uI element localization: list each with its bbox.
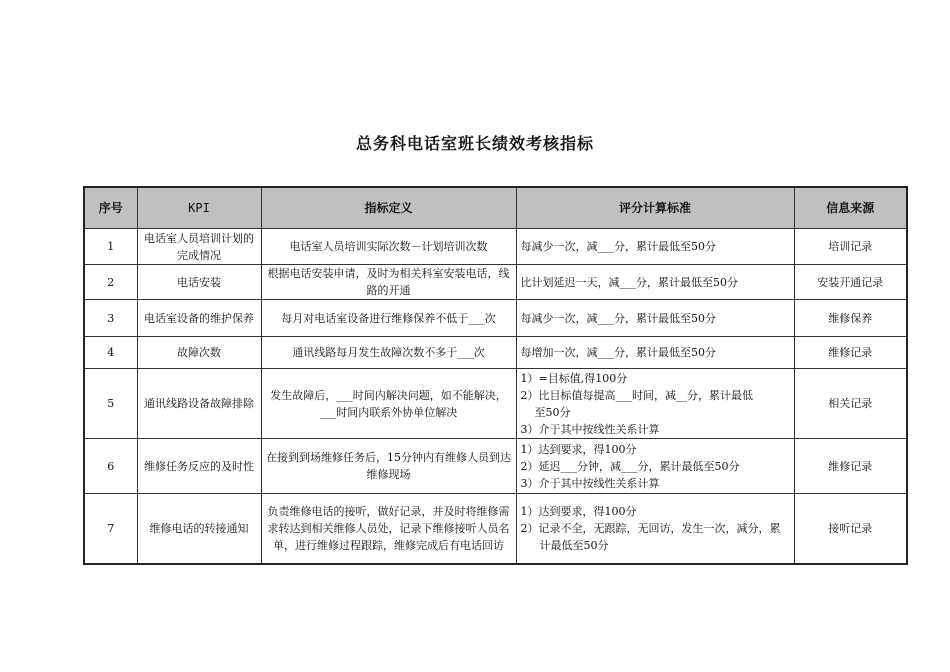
criteria-line: 至50分 [534,405,571,419]
row-number: 4 [84,337,137,369]
table-row [84,229,907,265]
definition-cell: 通讯线路每月发生故障次数不多于___次 [261,337,516,369]
table-row [84,494,907,564]
definition-cell: 电话室人员培训实际次数－计划培训次数 [261,229,516,265]
row-number: 7 [84,494,137,564]
row-number: 3 [84,300,137,337]
criteria-line: 1）=目标值,得100分 [520,371,628,385]
source-cell: 安装开通记录 [794,265,907,300]
criteria-line: 1）达到要求，得100分 [520,504,637,518]
source-cell: 接听记录 [794,494,907,564]
definition-line: 发生故障后，___时间内解决问题，如不能解决， [270,388,507,402]
kpi-cell: 故障次数 [137,337,261,369]
kpi-cell: 通讯线路设备故障排除 [137,369,261,439]
criteria-line: 3）介于其中按线性关系计算 [520,422,660,436]
table-row [84,369,907,439]
criteria-line: 每增加一次，减___分，累计最低至50分 [520,346,716,359]
header-source: 信息来源 [794,187,907,229]
source-cell: 维修记录 [794,439,907,494]
header-definition: 指标定义 [261,187,516,229]
criteria-cell [516,439,794,494]
header-kpi: KPI [137,187,261,229]
kpi-cell: 电话室设备的维护保养 [137,300,261,337]
definition-cell: 每月对电话室设备进行维修保养不低于___次 [261,300,516,337]
criteria-cell [516,494,794,564]
criteria-cell [516,265,794,300]
kpi-cell: 电话室人员培训计划的完成情况 [137,229,261,265]
kpi-cell: 电话安装 [137,265,261,300]
header-criteria: 评分计算标准 [516,187,794,229]
criteria-line: 每减少一次，减___分，累计最低至50分 [520,311,716,325]
header-no: 序号 [84,187,137,229]
criteria-cell [516,229,794,265]
definition-cell: 在接到到场维修任务后，15分钟内有维修人员到达维修现场 [261,439,516,494]
definition-cell: 根据电话安装申请，及时为相关科室安装电话，线路的开通 [261,265,516,300]
kpi-cell: 维修电话的转接通知 [137,494,261,564]
criteria-cell [516,337,794,369]
criteria-line: 3）介于其中按线性关系计算 [520,476,660,490]
kpi-table [83,186,908,565]
criteria-line: 每减少一次，减___分，累计最低至50分 [520,240,716,253]
criteria-line: 比计划延迟一天，减___分，累计最低至50分 [520,275,738,289]
source-cell: 相关记录 [794,369,907,439]
criteria-cell [516,369,794,439]
source-cell: 维修记录 [794,337,907,369]
definition-cell: 负责维修电话的接听，做好记录，并及时将维修需求转达到相关维修人员处，记录下维修接听人员名单，进行维修过程跟踪，维修完成后有电话回访 [261,494,516,564]
row-number: 5 [84,369,137,439]
criteria-line: 2）延迟___分钟，减___分，累计最低至50分 [520,459,740,473]
criteria-line: 1）达到要求，得100分 [520,442,637,456]
row-number: 2 [84,265,137,300]
table-row [84,439,907,494]
criteria-cell [516,300,794,337]
kpi-cell: 维修任务反应的及时性 [137,439,261,494]
table-row [84,265,907,300]
criteria-line: 2）比目标值每提高___时间，减__分，累计最低 [520,388,753,402]
source-cell: 维修保养 [794,300,907,337]
table-row [84,337,907,369]
row-number: 6 [84,439,137,494]
table-row [84,300,907,337]
definition-cell [261,369,516,439]
row-number: 1 [84,229,137,265]
criteria-line: 2）记录不全，无跟踪，无回访，发生一次，减分，累计最低至50分 [520,521,781,552]
source-cell: 培训记录 [794,229,907,265]
definition-line: ___时间内联系外协单位解决 [319,405,458,419]
header-row [84,187,907,229]
document-title: 总务科电话室班长绩效考核指标 [355,134,594,153]
